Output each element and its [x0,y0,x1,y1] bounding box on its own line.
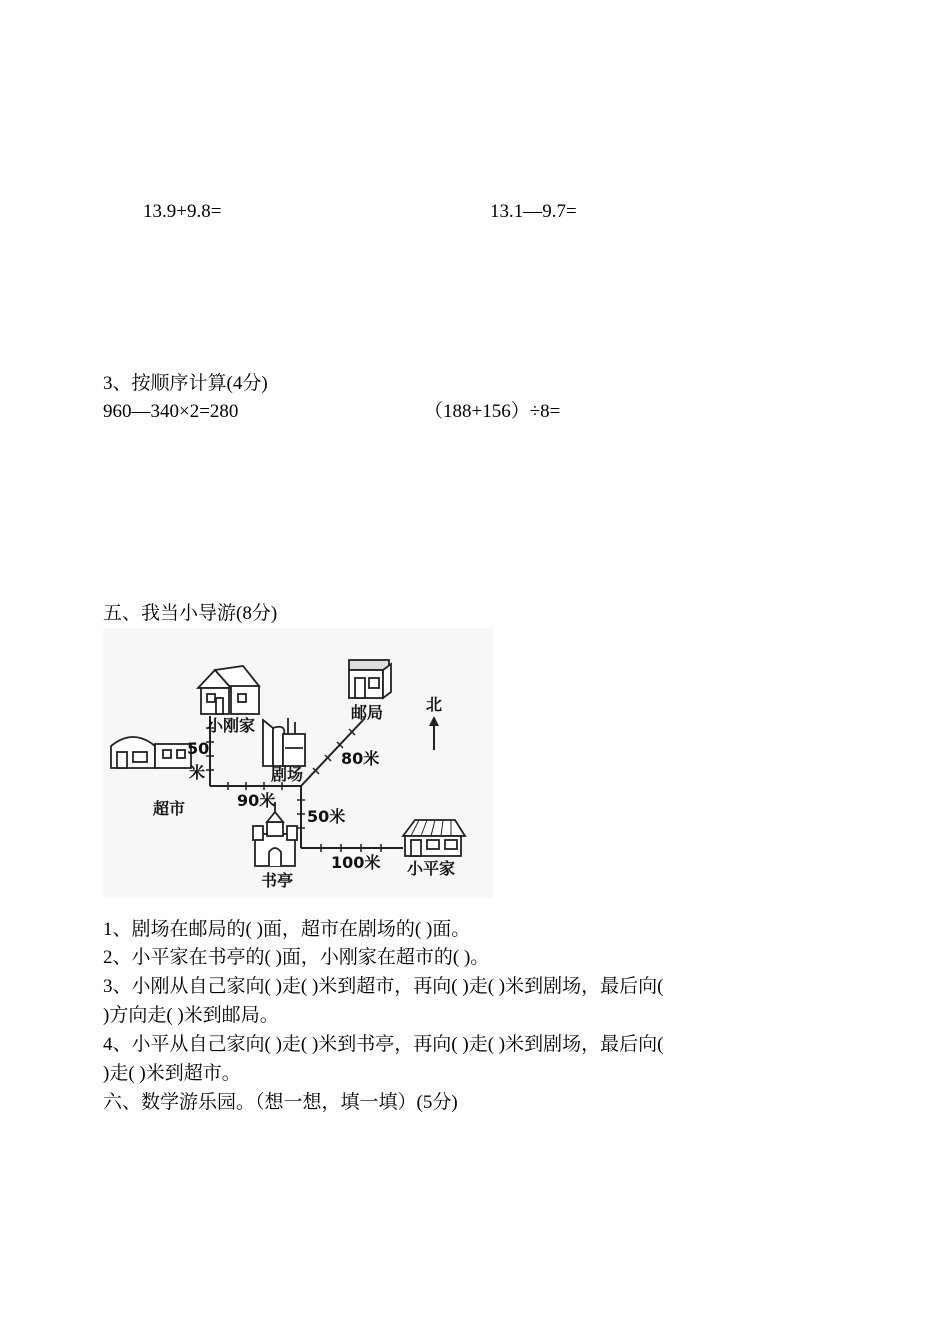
label-supermarket: 超市 [153,799,186,818]
label-post-office: 邮局 [351,703,384,722]
theater-icon [263,718,305,766]
supermarket-icon [111,737,191,768]
xiaoping-home-icon [403,820,465,856]
question-3-line-1: 3、小刚从自己家向( )走( )米到超市，再向( )走( )米到剧场，最后向( [103,976,664,997]
label-distance-80: 80米 [341,749,380,768]
section3-title: 3、按顺序计算(4分) [103,373,268,394]
question-1: 1、剧场在邮局的( )面，超市在剧场的( )面。 [103,919,471,940]
bookstall-icon [253,802,297,866]
label-xiaoping-home: 小平家 [407,859,456,878]
label-north: 北 [426,695,443,714]
section6-title: 六、数学游乐园。（想一想，填一填）(5分) [103,1092,458,1113]
post-office-icon [349,660,391,698]
section5-title: 五、我当小导游(8分) [103,603,278,624]
label-bookstall: 书亭 [261,871,294,890]
question-4-line-2: )走( )米到超市。 [103,1063,241,1084]
section3-right: （188+156）÷8= [424,401,561,422]
calc-left: 13.9+9.8= [143,201,222,222]
xiaogang-home-icon [198,666,259,714]
label-theater: 剧场 [271,765,304,784]
label-distance-90: 90米 [237,791,276,810]
label-distance-50-top: 50 [187,739,210,758]
question-3-line-2: )方向走( )米到邮局。 [103,1005,279,1026]
label-distance-100: 100米 [331,853,381,872]
north-arrow-icon [429,716,439,750]
route-map [103,628,493,898]
label-xiaogang-home: 小刚家 [207,716,256,735]
question-4-line-1: 4、小平从自己家向( )走( )米到书亭，再向( )走( )米到剧场，最后向( [103,1034,664,1055]
label-distance-50-bottom: 50米 [307,807,346,826]
calc-right: 13.1—9.7= [490,201,577,222]
section3-left: 960—340×2=280 [103,401,239,422]
question-2: 2、小平家在书亭的( )面，小刚家在超市的( )。 [103,947,490,968]
label-distance-50-top-unit: 米 [189,763,206,782]
